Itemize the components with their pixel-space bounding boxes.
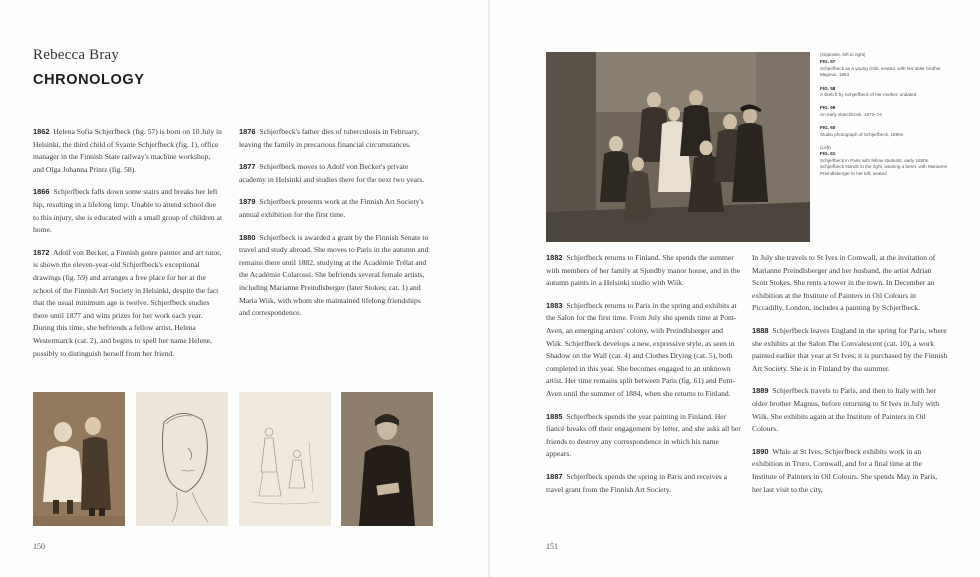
- figure-caption: [820, 145, 948, 177]
- chronology-entry: [33, 126, 223, 176]
- chronology-entry: [752, 385, 948, 435]
- chronology-column-1: [33, 126, 223, 370]
- entry-year: 1880: [239, 232, 256, 242]
- entry-text: Schjerfbeck is awarded a grant by the Finnish Senate to travel and study abroad. She moves to Paris in the autumn and remains there until 1882, studying at the Académie Trélat and the Académie Colarossi. She befriends several female artists, including Marianne Preindlsberger (later Stokes; cat. 1) and Maria Wiik, with whom she maintained lifelong friendships and correspondence.: [239, 232, 429, 318]
- figure-number: FIG. 60: [820, 125, 836, 131]
- entry-text: Schjerfbeck's father dies of tuberculosis in February, leaving the family in precarious financial circumstances.: [239, 127, 420, 149]
- entry-text: Schjerfbeck returns to Finland. She spends the summer with members of her family at Sjundby manor house, and in the autumn paints in a Helsinki studio with Wiik.: [546, 253, 741, 288]
- page-title: CHRONOLOGY: [33, 72, 145, 88]
- figure-59-sketchbook: [239, 392, 331, 526]
- entry-year: 1885: [546, 411, 563, 421]
- chronology-entry: [239, 232, 431, 320]
- entry-year: 1866: [33, 187, 50, 197]
- entry-year: 1877: [239, 162, 256, 172]
- chronology-column-4: [752, 252, 948, 506]
- caption-text: Schjerfbeck as a young child, seated, with her older brother Magnus, 1864: [820, 65, 941, 78]
- entry-text: Schjerfbeck moves to Adolf von Becker's private academy in Helsinki and studies there for the next two years.: [239, 162, 425, 184]
- entry-text: Schjerfbeck travels to Paris, and then to Italy with her older brother Magnus, before returning to St Ives in July with Wiik. She exhibits again at the Institute of Painters in Oil Colours.: [752, 386, 940, 434]
- page-number-left: 150: [33, 542, 45, 551]
- caption-text: A sketch by Schjerfbeck of her mother, undated: [820, 92, 917, 98]
- entry-text: While at St Ives, Schjerfbeck exhibits work in an exhibition in Truro, Cornwall, and for a final time at the Institute of Painters in Oil Colours. She spends May in Paris, her last visit to the city,: [752, 446, 938, 494]
- entry-year: 1862: [33, 127, 50, 136]
- entry-year: 1887: [546, 471, 563, 481]
- entry-text: Schjerfbeck spends the spring in Paris and receives a travel grant from the Finnish Art Society.: [546, 471, 728, 494]
- figure-caption: [820, 125, 948, 138]
- author-name: Rebecca Bray: [33, 47, 120, 63]
- figure-caption: [820, 86, 948, 99]
- caption-text: An early sketchbook, 1872–74: [820, 111, 882, 117]
- chronology-entry: [546, 252, 741, 290]
- entry-text: Schjerfbeck falls down some stairs and breaks her left hip, resulting in a lifelong limp. Unable to attend school due to this injury, she is educated with a small group of children at home.: [33, 187, 223, 235]
- chronology-entry: [33, 247, 223, 360]
- figure-60-photo: [341, 392, 433, 526]
- chronology-entry: [752, 446, 948, 496]
- caption-position-label: (Left): [820, 145, 831, 151]
- figure-57-photo: [33, 392, 125, 526]
- chronology-entry: [546, 471, 741, 496]
- chronology-column-3: [546, 252, 741, 506]
- chronology-entry: [239, 196, 431, 221]
- figure-number: FIG. 59: [820, 105, 836, 111]
- entry-year: 1879: [239, 197, 256, 207]
- chronology-column-2: [239, 126, 431, 330]
- figure-captions: [820, 52, 948, 184]
- entry-year: 1872: [33, 247, 50, 257]
- chronology-entry: [33, 186, 223, 236]
- figure-number: FIG. 58: [820, 85, 836, 91]
- entry-year: 1888: [752, 325, 769, 335]
- chronology-entry: [546, 411, 741, 461]
- entry-text: Schjerfbeck leaves England in the spring for Paris, where she exhibits at the Salon The Convalescent (cat. 10), a work painted earlier that year at St Ives; it is purchased by the Finnish Art Society. She is in Finland by the summer.: [752, 325, 948, 373]
- figure-number: FIG. 57: [820, 59, 836, 65]
- entry-year: 1883: [546, 300, 563, 310]
- figure-caption: [820, 105, 948, 118]
- entry-text: In July she travels to St Ives in Cornwall, at the invitation of Marianne Preindlsberger and her husband, the artist Adrian Scott Stokes. She rents a tower in the town. In December an exhibition at the Institute of Painters in Oil Colours in Piccadilly, London, includes a painting by Schjerfbeck.: [752, 253, 936, 313]
- entry-text: Schjerfbeck presents work at the Finnish Art Society's annual exhibition for the first time.: [239, 197, 424, 219]
- caption-text: Studio photograph of Schjerfbeck, 1890s: [820, 131, 903, 137]
- caption-text: Schjerfbeck in Paris with fellow students, early 1880s. Schjerfbeck stands to the right, wearing a beret, with Marianne Preindlsberger to her left, seated: [820, 157, 948, 176]
- figure-61-group-photo: [546, 52, 810, 242]
- entry-text: Schjerfbeck returns to Paris in the spring and exhibits at the Salon for the first time. From July she spends time at Pont-Aven, an emerging artists' colony, with Preindlsberger and Wiik. Schjerfbeck develops a new, expressive style, as seen in Shadow on the Wall (cat. 4) and Clothes Drying (cat. 5), both completed in this year. She becomes engaged to an unknown artist. Her time remains split between Paris (fig. 61) and Pont-Aven until the summer of 1884, when she returns to Finland.: [546, 300, 737, 398]
- entry-year: 1889: [752, 386, 769, 396]
- chronology-entry: [752, 325, 948, 375]
- caption-intro: (Opposite, left to right): [820, 52, 866, 57]
- figure-number: FIG. 61: [820, 151, 836, 157]
- entry-text: Adolf von Becker, a Finnish genre painter and art tutor, is shown the eleven-year-old Schjerfbeck's exceptional drawings (fig. 59) and arranges a free place for her at the school of the Finnish Art Society in Helsinki, despite the fact that the usual minimum age is twelve. Schjerfbeck studies there until 1877 and wins prizes for her work each year. During this time, she befriends a fellow artist, Helena Westermarck (cat. 2), and begins to spell her name Helene, possibly to distinguish herself from her friend.: [33, 247, 222, 358]
- chronology-entry: [239, 126, 431, 151]
- chronology-entry: [752, 252, 948, 315]
- entry-text: Helena Sofia Schjerfbeck (fig. 57) is born on 10 July in Helsinki, the third child of Svante Schjerfbeck (fig. 1), office manager in the Finnish State railway's machine workshop, and Olga Johanna Printz (fig. 58).: [33, 127, 222, 174]
- page-number-right: 151: [546, 542, 558, 551]
- figure-58-sketch: [136, 392, 228, 526]
- entry-text: Schjerfbeck spends the year painting in Finland. Her fiancé breaks off their engagement by letter, and she asks all her friends to destroy any correspondence in which his name appears.: [546, 411, 741, 459]
- entry-year: 1890: [752, 446, 769, 456]
- chronology-entry: [546, 300, 741, 401]
- entry-year: 1876: [239, 127, 256, 136]
- entry-year: 1882: [546, 253, 563, 262]
- figure-caption: [820, 59, 948, 78]
- chronology-entry: [239, 161, 431, 186]
